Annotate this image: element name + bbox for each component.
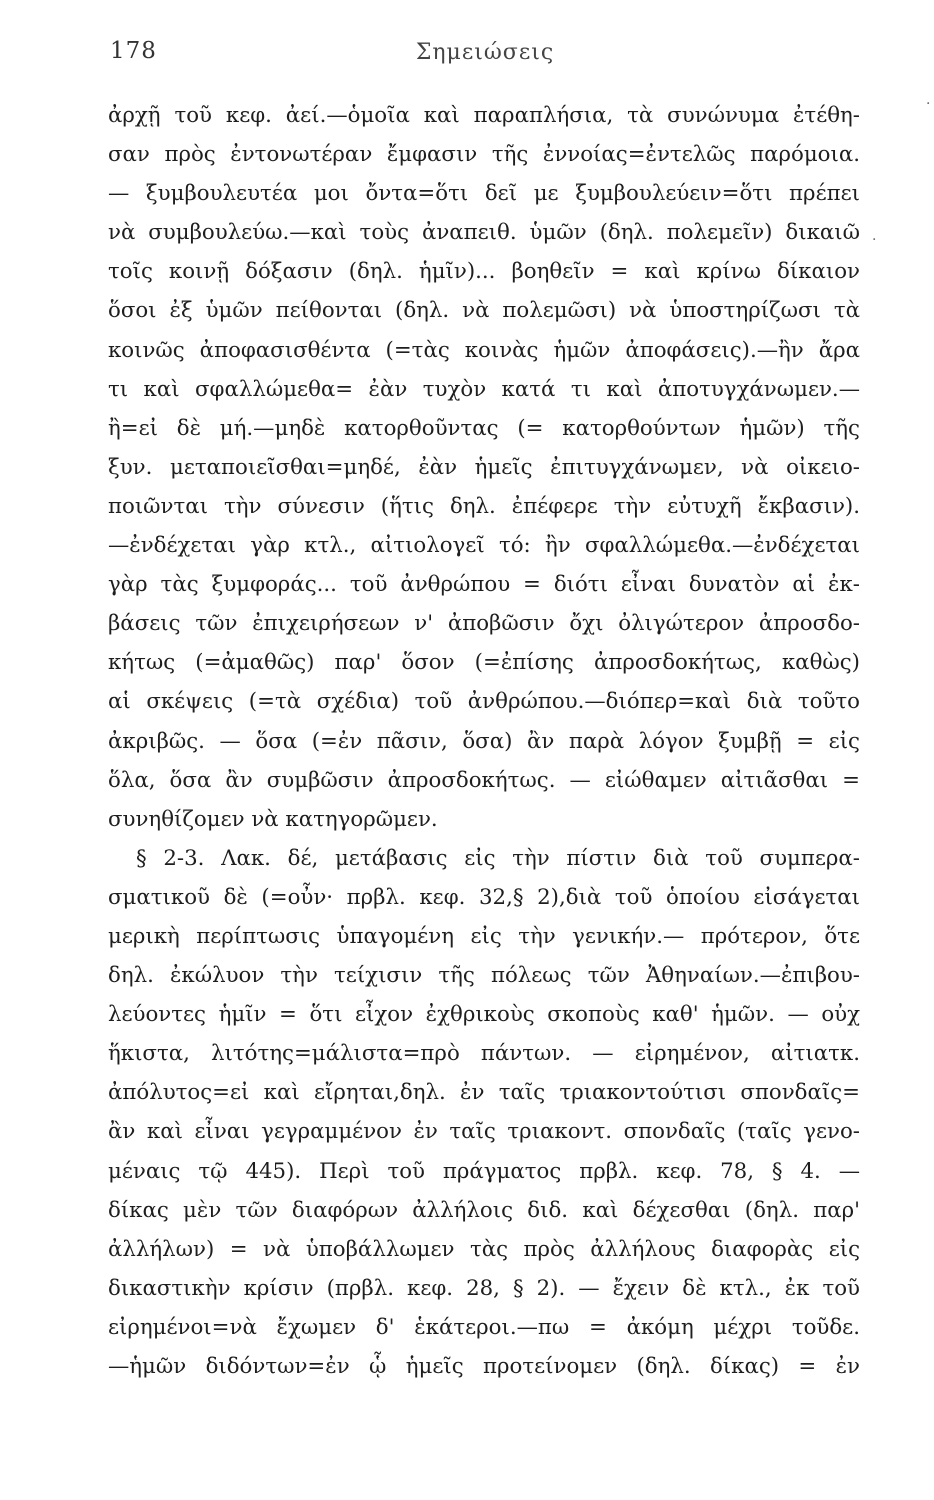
text-line-33: —ἡμῶν διδόντων=ἐν ᾧ ἡμεῖς προτείνομεν (δηλ. δίκας) = ἐν (108, 1354, 860, 1379)
text-line-7: κοινῶς ἀποφασισθέντα (=τὰς κοινὰς ἡμῶν ἀποφάσεις).—ἢν ἄρα (108, 337, 860, 363)
text-line-21: σματικοῦ δὲ (=οὖν· πρβλ. κεφ. 32,§ 2),διὰ τοῦ ὁποίου εἰσάγεται (108, 884, 860, 910)
text-line-13: γὰρ τὰς ξυμφοράς... τοῦ ἀνθρώπου = διότι εἶναι δυνατὸν αἱ ἐκ- (108, 572, 860, 598)
text-line-28: μέναις τῷ 445). Περὶ τοῦ πράγματος πρβλ. κεφ. 78, § 4. — (108, 1158, 860, 1184)
text-line-4: νὰ συμβουλεύω.—καὶ τοὺς ἀναπειθ. ὑμῶν (δηλ. πολεμεῖν) δικαιῶ (108, 220, 860, 246)
text-line-8: τι καὶ σφαλλώμεθα= ἐὰν τυχὸν κατά τι καὶ ἀποτυγχάνωμεν.— (108, 376, 860, 402)
text-line-5: τοῖς κοινῇ δόξασιν (δηλ. ἡμῖν)... βοηθεῖν = καὶ κρίνω δίκαιον (108, 259, 860, 285)
page-header (110, 38, 860, 78)
text-line-17: ἀκριβῶς. — ὅσα (=ἐν πᾶσιν, ὅσα) ἂν παρὰ λόγον ξυμβῇ = εἰς (108, 728, 860, 754)
text-line-22: μερικὴ περίπτωσις ὑπαγομένη εἰς τὴν γενικήν.— πρότερον, ὅτε (108, 923, 860, 949)
text-line-23: δηλ. ἐκώλυον τὴν τείχισιν τῆς πόλεως τῶν Ἀθηναίων.—ἐπιβου- (108, 963, 860, 989)
text-line-3: — ξυμβουλευτέα μοι ὄντα=ὅτι δεῖ με ξυμβουλεύειν=ὅτι πρέπει (108, 181, 860, 207)
text-line-9: ἢ=εἰ δὲ μή.—μηδὲ κατορθοῦντας (= κατορθούντων ἡμῶν) τῆς (108, 415, 860, 441)
margin-speck: · (872, 232, 877, 248)
text-line-2: σαν πρὸς ἐντονωτέραν ἔμφασιν τῆς ἐννοίας=ἐντελῶς παρόμοια. (108, 142, 860, 168)
text-line-11: ποιῶνται τὴν σύνεσιν (ἥτις δηλ. ἐπέφερε τὴν εὐτυχῆ ἔκβασιν). (108, 493, 860, 519)
text-line-16: αἱ σκέψεις (=τὰ σχέδια) τοῦ ἀνθρώπου.—διόπερ=καὶ διὰ τοῦτο (108, 689, 860, 715)
text-line-27: ἂν καὶ εἶναι γεγραμμένον ἐν ταῖς τριακοντ. σπονδαῖς (ταῖς γενο- (108, 1119, 860, 1145)
text-line-12: —ἐνδέχεται γὰρ κτλ., αἰτιολογεῖ τό: ἢν σφαλλώμεθα.—ἐνδέχεται (108, 533, 860, 559)
text-line-20: § 2-3. Λακ. δέ, μετάβασις εἰς τὴν πίστιν διὰ τοῦ συμπερα- (136, 845, 860, 871)
text-line-18: ὅλα, ὅσα ἂν συμβῶσιν ἀπροσδοκήτως. — εἰώθαμεν αἰτιᾶσθαι = (108, 767, 860, 793)
text-line-6: ὅσοι ἐξ ὑμῶν πείθονται (δηλ. νὰ πολεμῶσι) νὰ ὑποστηρίζωσι τὰ (108, 298, 860, 324)
text-line-14: βάσεις τῶν ἐπιχειρήσεων ν' ἀποβῶσιν ὄχι ὀλιγώτερον ἀπροσδο- (108, 611, 860, 637)
page-number: 178 (110, 38, 157, 64)
text-line-31: δικαστικὴν κρίσιν (πρβλ. κεφ. 28, § 2). — ἔχειν δὲ κτλ., ἐκ τοῦ (108, 1275, 860, 1301)
text-line-26: ἀπόλυτος=εἰ καὶ εἴρηται,δηλ. ἐν ταῖς τριακοντούτισι σπονδαῖς= (108, 1080, 860, 1106)
text-line-19: συνηθίζομεν νὰ κατηγορῶμεν. (108, 806, 438, 832)
text-line-25: ἥκιστα, λιτότης=μάλιστα=πρὸ πάντων. — εἰρημένον, αἰτιατκ. (108, 1041, 860, 1067)
margin-speck: · (926, 96, 931, 112)
text-line-30: ἀλλήλων) = νὰ ὑποβάλλωμεν τὰς πρὸς ἀλλήλους διαφορὰς εἰς (108, 1236, 860, 1262)
text-line-32: εἰρημένοι=νὰ ἔχωμεν δ' ἑκάτεροι.—πω = ἀκόμη μέχρι τοῦδε. (108, 1314, 860, 1340)
running-head: Σημειώσεις (415, 40, 555, 65)
text-line-29: δίκας μὲν τῶν διαφόρων ἀλλήλοις διδ. καὶ δέχεσθαι (δηλ. παρ' (108, 1197, 860, 1223)
commentary-text (108, 96, 860, 1386)
text-line-15: κήτως (=ἀμαθῶς) παρ' ὅσον (=ἐπίσης ἀπροσδοκήτως, καθὼς) (108, 650, 860, 676)
text-line-1: ἀρχῇ τοῦ κεφ. ἀεί.—ὁμοῖα καὶ παραπλήσια, τὰ συνώνυμα ἐτέθη- (108, 103, 860, 128)
text-line-10: ξυν. μεταποιεῖσθαι=μηδέ, ἐὰν ἡμεῖς ἐπιτυγχάνωμεν, νὰ οἰκειο- (108, 454, 860, 480)
text-line-24: λεύοντες ἡμῖν = ὅτι εἶχον ἐχθρικοὺς σκοποὺς καθ' ἡμῶν. — οὐχ (108, 1002, 860, 1028)
